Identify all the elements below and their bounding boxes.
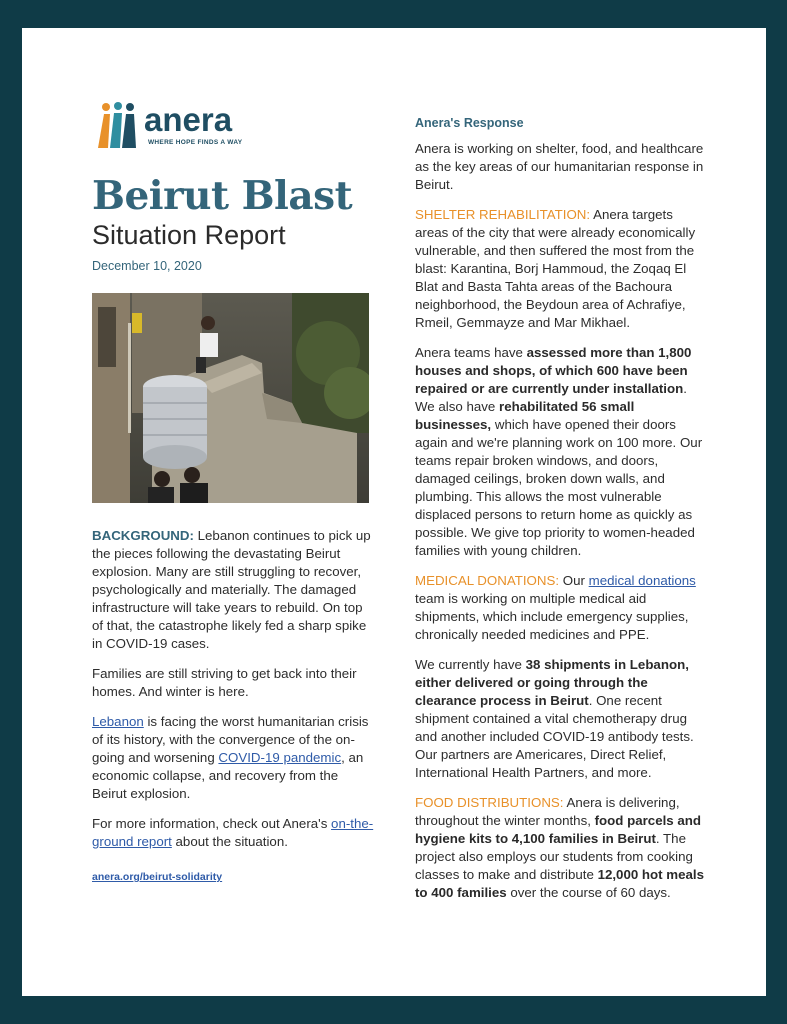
shelter-text: Anera targets areas of the city that were already economically vulnerable, and then suffered the most from the blast: Karantina, Borj Hammoud, the Zoqaq El Blat and Basta Tahta areas of the Bachoura neighborhood, the Beydoun area of Achrafiye, Rmeil, Gemmayze and Mar Mikhael. [415, 207, 696, 330]
left-column [92, 100, 374, 883]
response-heading: Anera's Response [415, 116, 524, 130]
food-text-3: over the course of 60 days. [506, 885, 671, 900]
anera-logo[interactable] [92, 100, 374, 150]
teams-text-3: which have opened their doors again and we're planning work on 100 more. Our teams repair broken windows, and doors, damaged ceilings, broken down walls, and plumbing. This allows the most vulnerable displaced persons to return home as quickly as possible. We give top priority to women-headed families with young children. [415, 417, 703, 558]
water-tank-icon [143, 375, 207, 469]
medical-kicker: MEDICAL DONATIONS: [415, 573, 560, 588]
shipments-text-1: We currently have [415, 657, 526, 672]
food-text-1: Anera is delivering, throughout the winter months, [415, 795, 680, 828]
crisis-text-1: is facing the worst humanitarian crisis of its history, with the convergence of the on-going and worsening [92, 714, 369, 765]
food-bold-1: food parcels and hygiene kits to 4,100 families in Beirut [415, 813, 702, 846]
page-subtitle: Situation Report [92, 220, 286, 250]
more-info-tail: about the situation. [171, 834, 288, 849]
beirut-blast-photo [92, 293, 369, 503]
anera-solidarity-link[interactable]: anera.org/beirut-solidarity [92, 871, 223, 883]
background-text: Lebanon continues to pick up the pieces following the devastating Beirut explosion. Many are still struggling to recover, psychologically and materially. The damaged infrastructure will take years to rebuild. On top of that, the catastrophe likely fed a sharp spike in COVID-19 cases. [92, 528, 371, 651]
page-title: Beirut Blast [92, 173, 353, 219]
photo-illustration [92, 293, 369, 503]
food-bold-2: 12,000 hot meals to 400 families [415, 867, 704, 900]
right-column [415, 116, 705, 914]
shipments-paragraph [415, 656, 705, 782]
medical-donations-link[interactable]: medical donations [588, 573, 696, 588]
lebanon-link[interactable]: Lebanon [92, 714, 144, 729]
covid-pandemic-link[interactable]: COVID-19 pandemic [218, 750, 342, 765]
teams-bold-2: rehabilitated 56 small businesses, [415, 399, 635, 432]
food-text-2: . The project also employs our students from cooking classes to make and distribute [415, 831, 693, 882]
teams-paragraph [415, 344, 705, 560]
teams-text-2: . We also have [415, 381, 687, 414]
families-paragraph: Families are still striving to get back into their homes. And winter is here. [92, 666, 357, 699]
more-info-paragraph [92, 815, 374, 851]
shipments-bold: 38 shipments in Lebanon, either delivered or going through the clearance process in Beirut [415, 657, 689, 708]
shelter-kicker: SHELTER REHABILITATION: [415, 207, 591, 222]
teams-bold-1: assessed more than 1,800 houses and shops, of which 600 have been repaired or are currently under installation [415, 345, 692, 396]
medical-paragraph [415, 572, 705, 644]
shipments-text-2: . One recent shipment contained a vital chemotherapy drug and another included COVID-19 antibody tests. Our partners are Americares, Direct Relief, International Health Partners, and more. [415, 693, 694, 780]
on-the-ground-report-link[interactable]: on-the-ground report [92, 816, 374, 849]
crisis-paragraph [92, 713, 374, 803]
medical-text-1: Our [559, 573, 589, 588]
food-paragraph [415, 794, 705, 902]
response-intro: Anera is working on shelter, food, and healthcare as the key areas of our humanitarian response in Beirut. [415, 141, 704, 192]
food-kicker: FOOD DISTRIBUTIONS: [415, 795, 564, 810]
report-page [22, 28, 766, 996]
crisis-text-2: , an economic collapse, and recovery from the Beirut explosion. [92, 750, 364, 801]
report-date: December 10, 2020 [92, 259, 202, 273]
people-icon [96, 102, 140, 148]
shelter-paragraph [415, 206, 705, 332]
logo-wordmark: anera [144, 101, 233, 138]
more-info-text: For more information, check out Anera's [92, 816, 332, 831]
logo-tagline: WHERE HOPE FINDS A WAY [148, 139, 243, 146]
medical-text-2: team is working on multiple medical aid shipments, which include emergency supplies, chronically needed medicines and PPE. [415, 591, 689, 642]
teams-text-1: Anera teams have [415, 345, 527, 360]
background-paragraph [92, 527, 374, 653]
background-kicker: BACKGROUND: [92, 528, 194, 543]
